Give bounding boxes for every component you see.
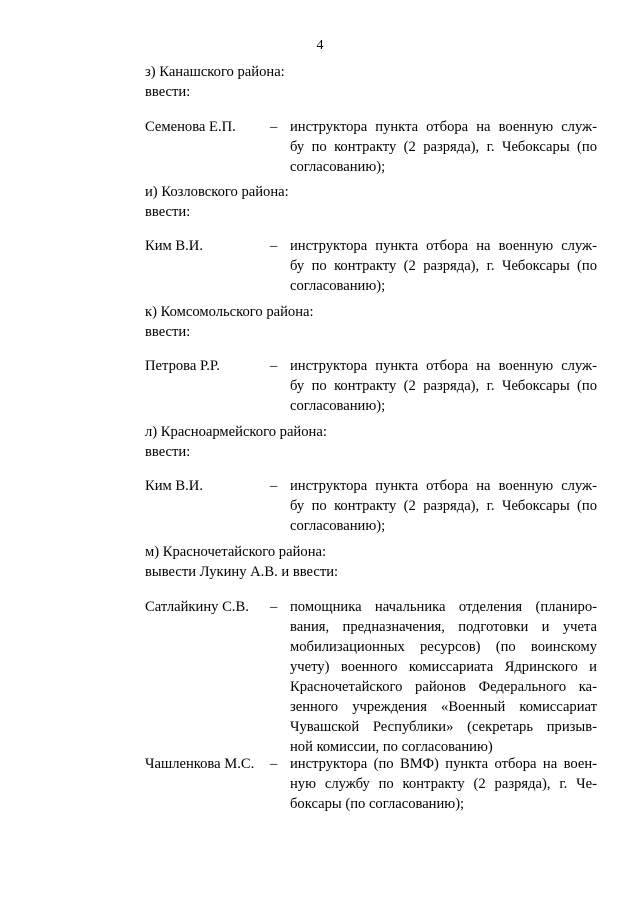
description-line: ной комиссии, по согласованию) bbox=[290, 739, 493, 755]
dash-separator: – bbox=[270, 756, 278, 772]
description-line: инструктора пункта отбора на военную служ- bbox=[290, 238, 597, 254]
description-line: бу по контракту (2 разряда), г. Чебоксары (по bbox=[290, 139, 597, 155]
person-name: Ким В.И. bbox=[145, 478, 203, 494]
section-krasnoarmeyskoye bbox=[145, 422, 600, 462]
section-komsomolskoye bbox=[145, 302, 600, 342]
description-line: согласованию); bbox=[290, 518, 386, 534]
description-line: ную службу по контракту (2 разряда), г. Че- bbox=[290, 776, 597, 792]
section-krasnye-chetai bbox=[145, 542, 600, 582]
description-line: бу по контракту (2 разряда), г. Чебоксары (по bbox=[290, 378, 597, 394]
description-line: инструктора пункта отбора на военную служ- bbox=[290, 478, 597, 494]
description-line: согласованию); bbox=[290, 398, 386, 414]
section-kozlovka bbox=[145, 182, 600, 222]
description-line: инструктора (по ВМФ) пункта отбора на воен- bbox=[290, 756, 597, 772]
dash-separator: – bbox=[270, 238, 278, 254]
section-heading: з) Канашского района: bbox=[145, 64, 285, 80]
description-line: Красночетайского районов Федерального ка- bbox=[290, 679, 597, 695]
person-name: Сатлайкину С.В. bbox=[145, 599, 249, 615]
description-line: бу по контракту (2 разряда), г. Чебоксары (по bbox=[290, 258, 597, 274]
section-action: ввести: bbox=[145, 324, 191, 340]
section-heading: л) Красноармейского района: bbox=[145, 424, 327, 440]
description-line: вания, предназначения, подготовки и учета bbox=[290, 619, 597, 635]
description-line: инструктора пункта отбора на военную служ- bbox=[290, 358, 597, 374]
dash-separator: – bbox=[270, 478, 278, 494]
position-description bbox=[290, 476, 597, 536]
section-action: ввести: bbox=[145, 84, 191, 100]
section-action: ввести: bbox=[145, 204, 191, 220]
description-line: зенного учреждения «Военный комиссариат bbox=[290, 699, 597, 715]
dash-separator: – bbox=[270, 119, 278, 135]
page-number: 4 bbox=[316, 38, 324, 53]
description-line: мобилизационных ресурсов) (по воинскому bbox=[290, 639, 597, 655]
position-description bbox=[290, 236, 597, 296]
section-heading: к) Комсомольского района: bbox=[145, 304, 314, 320]
dash-separator: – bbox=[270, 599, 278, 615]
description-line: инструктора пункта отбора на военную служ- bbox=[290, 119, 597, 135]
description-line: Чувашской Республики» (секретарь призыв- bbox=[290, 719, 597, 735]
section-action: вывести Лукину А.В. и ввести: bbox=[145, 564, 339, 580]
person-name: Петрова Р.Р. bbox=[145, 358, 220, 374]
description-line: согласованию); bbox=[290, 278, 386, 294]
position-description bbox=[290, 356, 597, 416]
description-line: бу по контракту (2 разряда), г. Чебоксары (по bbox=[290, 498, 597, 514]
position-description bbox=[290, 597, 597, 757]
section-action: ввести: bbox=[145, 444, 191, 460]
description-line: боксары (по согласованию); bbox=[290, 796, 465, 812]
person-name: Чашленкова М.С. bbox=[145, 756, 255, 772]
description-line: учету) военного комиссариата Ядринского и bbox=[290, 659, 597, 675]
section-heading: и) Козловского района: bbox=[145, 184, 289, 200]
person-name: Семенова Е.П. bbox=[145, 119, 236, 135]
section-heading: м) Красночетайского района: bbox=[145, 544, 327, 560]
dash-separator: – bbox=[270, 358, 278, 374]
position-description bbox=[290, 117, 597, 177]
position-description bbox=[290, 754, 597, 814]
description-line: согласованию); bbox=[290, 159, 386, 175]
person-name: Ким В.И. bbox=[145, 238, 203, 254]
section-kanash bbox=[145, 62, 600, 102]
description-line: помощника начальника отделения (планиро- bbox=[290, 599, 597, 615]
